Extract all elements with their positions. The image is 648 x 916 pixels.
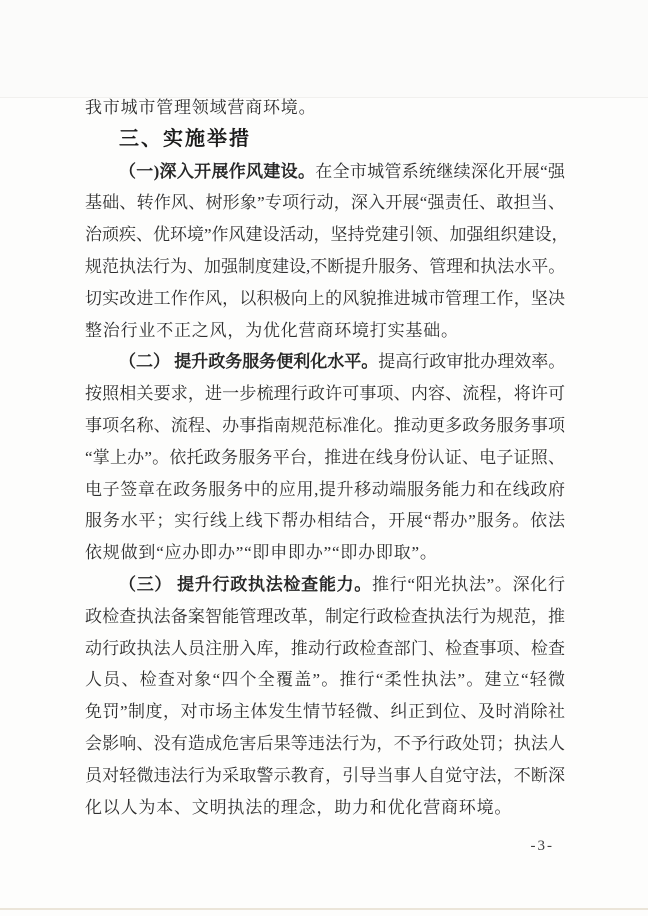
text-line — [85, 156, 565, 188]
text-line — [85, 569, 565, 601]
paragraph-lead: （二） 提升政务服务便利化水平。 — [119, 352, 379, 372]
text-line: 整治行业不正之风，为优化营商环境打实基础。 — [85, 320, 459, 340]
text-line: 事项名称、流程、办事指南规范标准化。推动更多政务服务事项 — [85, 415, 565, 435]
text-line: 服务水平；实行线上线下帮办相结合，开展“帮办”服务。依法 — [85, 511, 565, 531]
text-line: 基础、转作风、树形象”专项行动，深入开展“强责任、敢担当、 — [85, 193, 565, 213]
text-line: 动行政执法人员注册入库，推动行政检查部门、检查事项、检查 — [85, 638, 565, 658]
text-line: 人员、检查对象“四个全覆盖”。推行“柔性执法”。建立“轻微 — [85, 670, 565, 690]
document-body — [85, 92, 569, 823]
text-line: 员对轻微违法行为采取警示教育，引导当事人自觉守法，不断深 — [85, 765, 565, 785]
text-line: 电子签章在政务服务中的应用,提升移动端服务能力和在线政府 — [85, 479, 565, 499]
text-line: 免罚”制度，对市场主体发生情节轻微、纠正到位、及时消除社 — [85, 702, 565, 722]
text-line: 依规做到“应办即办”“即申即办”“即办即取”。 — [85, 543, 438, 563]
text-line: 我市城市管理领域营商环境。 — [85, 98, 317, 117]
text-line: 规范执法行为、加强制度建设,不断提升服务、管理和执法水平。 — [85, 256, 566, 276]
text-line: 政检查执法备案智能管理改革，制定行政检查执法行为规范，推 — [85, 606, 565, 626]
scan-bottom-edge — [0, 908, 648, 910]
section-heading: 三、实施举措 — [119, 127, 251, 150]
text-line: 切实改进工作作风，以积极向上的风貌推进城市管理工作，坚决 — [85, 288, 565, 308]
text-line: “掌上办”。依托政务服务平台，推进在线身份认证、电子证照、 — [85, 447, 565, 467]
paragraph-text: 推行“阳光执法”。深化行 — [372, 574, 565, 594]
paragraph-text: 在全市城管系统继续深化开展“强 — [315, 161, 566, 181]
text-line — [85, 346, 565, 378]
text-line: 治顽疾、优环境”作风建设活动，坚持党建引领、加强组织建设， — [85, 225, 569, 245]
text-line: 会影响、没有造成危害后果等违法行为，不予行政处罚；执法人 — [85, 733, 565, 753]
paragraph-text: 提高行政审批办理效率。 — [378, 352, 566, 372]
paragraph-lead: （三） 提升行政执法检查能力。 — [119, 574, 373, 594]
text-line: 化以人为本、文明执法的理念，助力和优化营商环境。 — [85, 797, 513, 817]
text-line: 按照相关要求，进一步梳理行政许可事项、内容、流程，将许可 — [85, 384, 565, 404]
scan-top-edge — [0, 0, 648, 98]
page-number: -3- — [530, 838, 554, 854]
paragraph-lead: （一)深入开展作风建设。 — [119, 161, 316, 181]
